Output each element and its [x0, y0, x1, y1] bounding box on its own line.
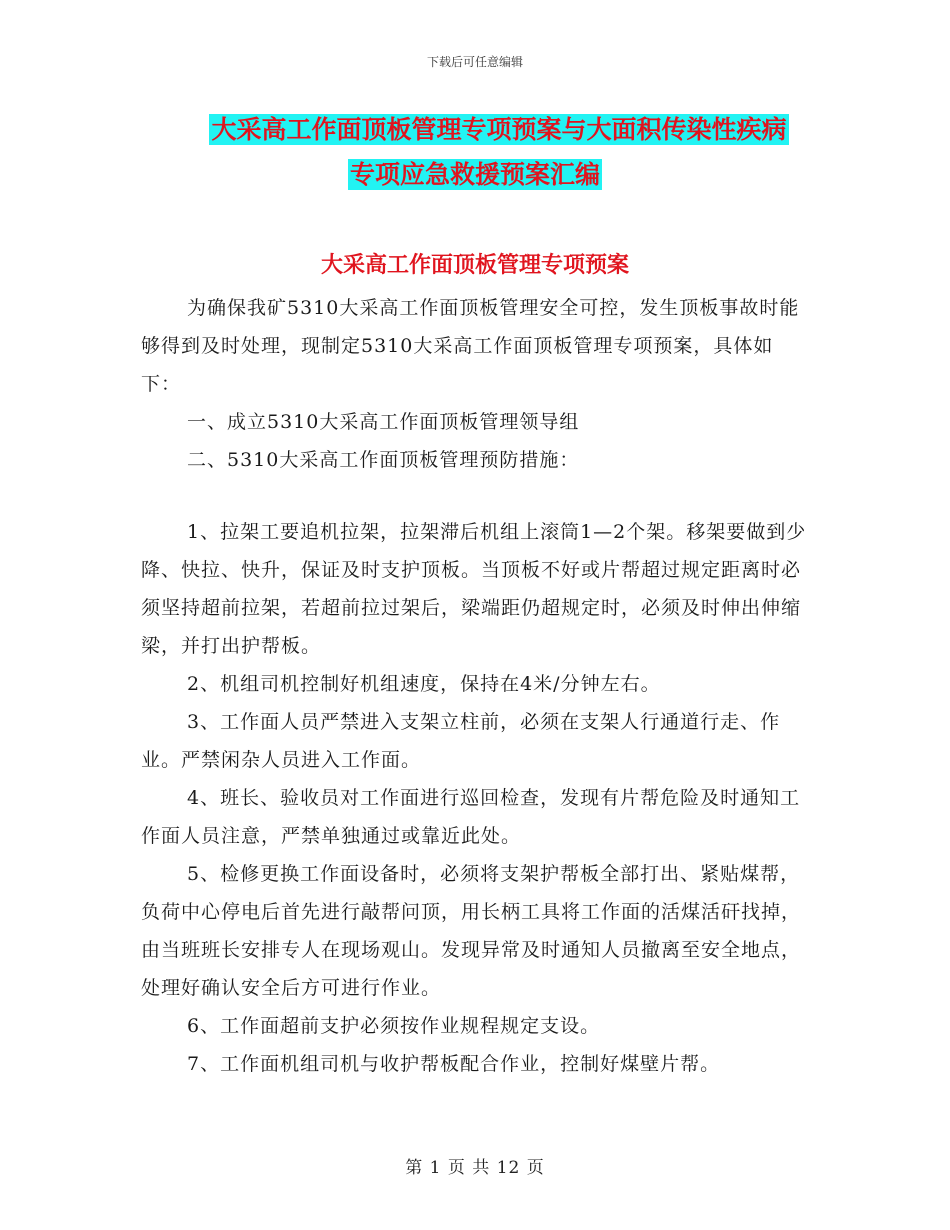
paragraph: 二、5310大采高工作面顶板管理预防措施： [187, 449, 580, 471]
paragraph: 6、工作面超前支护必须按作业规程规定支设。 [187, 1015, 601, 1037]
paragraph: 4、班长、验收员对工作面进行巡回检查，发现有片帮危险及时通知工作面人员注意，严禁单独通过或靠近此处。 [141, 787, 801, 847]
document-title-line-2 [0, 158, 950, 192]
paragraph: 2、机组司机控制好机组速度，保持在4米/分钟左右。 [187, 673, 661, 695]
paragraph: 7、工作面机组司机与收护帮板配合作业，控制好煤壁片帮。 [187, 1053, 721, 1075]
paragraph: 5、检修更换工作面设备时，必须将支架护帮板全部打出、紧贴煤帮，负荷中心停电后首先进行敲帮问顶，用长柄工具将工作面的活煤活矸找掉，由当班班长安排专人在现场观山。发现异常及时通知人员撤离至安全地点，处理好确认安全后方可进行作业。 [141, 863, 802, 999]
title-highlight-1: 大采高工作面顶板管理专项预案与大面积传染性疾病 [211, 115, 787, 144]
measures-paragraphs [141, 513, 811, 1083]
paragraph: 1、拉架工要追机拉架，拉架滞后机组上滚筒1—2个架。移架要做到少降、快拉、快升，保证及时支护顶板。当顶板不好或片帮超过规定距离时必须坚持超前拉架，若超前拉过架后，梁端距仍超规定时，必须及时伸出伸缩梁，并打出护帮板。 [141, 521, 807, 657]
section-title: 大采高工作面顶板管理专项预案 [320, 253, 629, 278]
document-title-line-1 [24, 113, 950, 147]
page-footer: 第 1 页 共 12 页 [405, 1158, 545, 1178]
title-highlight-2: 专项应急救援预案汇编 [349, 160, 600, 189]
page-header: 下载后可任意编辑 [426, 55, 523, 69]
paragraph: 3、工作面人员严禁进入支架立柱前，必须在支架人行通道行走、作业。严禁闲杂人员进入工作面。 [141, 711, 781, 771]
paragraph: 为确保我矿5310大采高工作面顶板管理安全可控，发生顶板事故时能够得到及时处理，现制定5310大采高工作面顶板管理专项预案，具体如下： [141, 297, 800, 395]
intro-paragraphs [141, 289, 811, 479]
paragraph: 一、成立5310大采高工作面顶板管理领导组 [187, 411, 580, 433]
